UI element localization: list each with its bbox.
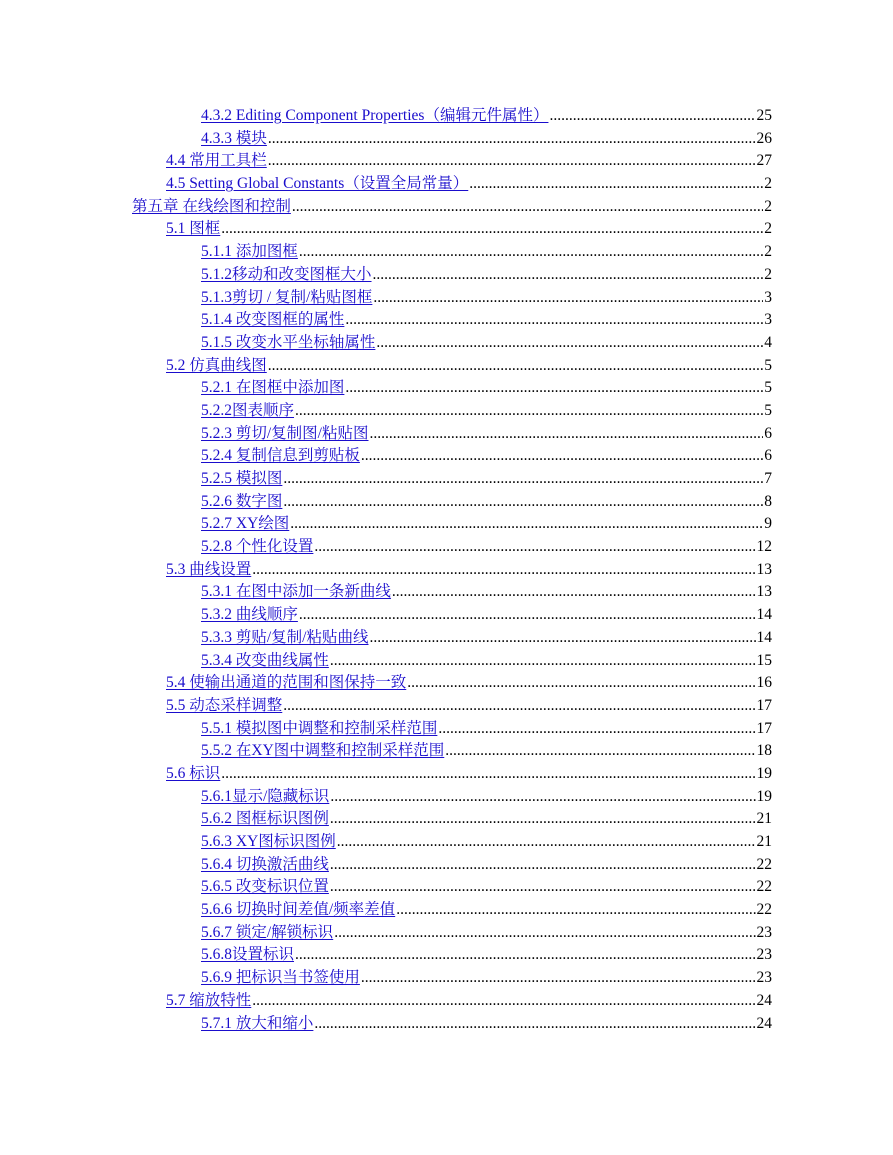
dot-leader bbox=[314, 536, 755, 559]
toc-entry-link[interactable]: 5.6.5 改变标识位置 bbox=[201, 878, 329, 896]
toc-entry[interactable] bbox=[0, 740, 893, 763]
toc-page-number: 25 bbox=[756, 107, 772, 124]
toc-page-number: 12 bbox=[756, 538, 772, 556]
toc-entry[interactable] bbox=[0, 128, 893, 151]
toc-entry[interactable] bbox=[0, 513, 893, 536]
toc-entry[interactable] bbox=[0, 650, 893, 673]
toc-entry[interactable] bbox=[0, 876, 893, 899]
dot-leader bbox=[299, 241, 763, 264]
toc-entry[interactable] bbox=[0, 196, 893, 219]
toc-page-number: 5 bbox=[764, 356, 772, 374]
toc-entry-link[interactable]: 5.7.1 放大和缩小 bbox=[201, 1014, 314, 1032]
toc-entry[interactable] bbox=[0, 264, 893, 287]
dot-leader bbox=[292, 196, 763, 219]
toc-page-number: 3 bbox=[764, 288, 772, 306]
toc-entry[interactable] bbox=[0, 718, 893, 741]
toc-entry-link[interactable]: 5.1.3剪切 / 复制/粘贴图框 bbox=[201, 288, 373, 306]
toc-entry-link[interactable]: 4.3.3 模块 bbox=[201, 129, 267, 147]
toc-entry-link[interactable]: 5.6.4 切换激活曲线 bbox=[201, 855, 329, 873]
dot-leader bbox=[252, 990, 755, 1013]
toc-entry-link[interactable]: 5.1.4 改变图框的属性 bbox=[201, 311, 345, 329]
toc-entry-link[interactable]: 5.3.4 改变曲线属性 bbox=[201, 651, 329, 669]
dot-leader bbox=[361, 445, 763, 468]
toc-entry[interactable] bbox=[0, 241, 893, 264]
toc-entry[interactable] bbox=[0, 445, 893, 468]
dot-leader bbox=[283, 491, 763, 514]
dot-leader bbox=[330, 854, 756, 877]
dot-leader bbox=[361, 967, 756, 990]
toc-entry[interactable] bbox=[0, 672, 893, 695]
dot-leader bbox=[330, 650, 756, 673]
toc-entry-link[interactable]: 4.3.2 Editing Component Properties（编辑元件属性） bbox=[201, 107, 549, 124]
toc-page-number: 22 bbox=[756, 855, 772, 873]
toc-entry[interactable] bbox=[0, 967, 893, 990]
toc-page-number: 24 bbox=[756, 991, 772, 1009]
toc-page-number: 21 bbox=[756, 810, 772, 828]
dot-leader bbox=[268, 128, 756, 151]
toc-page-number: 14 bbox=[756, 628, 772, 646]
toc-entry-link[interactable]: 4.4 常用工具栏 bbox=[166, 152, 267, 170]
toc-entry-link[interactable]: 5.2.4 复制信息到剪贴板 bbox=[201, 447, 360, 465]
toc-entry-link[interactable]: 5.5 动态采样调整 bbox=[166, 696, 283, 714]
dot-leader bbox=[221, 763, 755, 786]
toc-page-number: 23 bbox=[756, 923, 772, 941]
toc-entry[interactable] bbox=[0, 559, 893, 582]
toc-page-number: 15 bbox=[756, 651, 772, 669]
toc-page-number: 13 bbox=[756, 560, 772, 578]
toc-entry-link[interactable]: 5.2.8 个性化设置 bbox=[201, 538, 314, 556]
toc-entry-link[interactable]: 5.5.1 模拟图中调整和控制采样范围 bbox=[201, 719, 438, 737]
dot-leader bbox=[392, 581, 756, 604]
toc-entry-link[interactable]: 5.3.2 曲线顺序 bbox=[201, 606, 298, 624]
toc-entry[interactable] bbox=[0, 150, 893, 173]
dot-leader bbox=[290, 513, 763, 536]
dot-leader bbox=[469, 173, 763, 196]
dot-leader bbox=[438, 718, 755, 741]
toc-entry-link[interactable]: 5.1.1 添加图框 bbox=[201, 243, 298, 261]
toc-entry[interactable] bbox=[0, 854, 893, 877]
dot-leader bbox=[283, 468, 763, 491]
toc-page-number: 4 bbox=[764, 333, 772, 351]
toc-page-number: 26 bbox=[756, 129, 772, 147]
toc-entry-link[interactable]: 5.3 曲线设置 bbox=[166, 560, 252, 578]
toc-entry-link[interactable]: 5.1 图框 bbox=[166, 220, 221, 238]
toc-entry-link[interactable]: 5.6.3 XY图标识图例 bbox=[201, 833, 336, 850]
dot-leader bbox=[330, 786, 755, 809]
toc-page-number: 23 bbox=[756, 969, 772, 987]
toc-page-number: 13 bbox=[756, 583, 772, 601]
toc-entry-link[interactable]: 5.1.5 改变水平坐标轴属性 bbox=[201, 333, 376, 351]
toc-page-number: 24 bbox=[756, 1014, 772, 1032]
toc-page-number: 22 bbox=[756, 878, 772, 896]
toc-entry-link[interactable]: 5.3.1 在图中添加一条新曲线 bbox=[201, 583, 391, 601]
toc-entry-link[interactable]: 5.2.6 数字图 bbox=[201, 492, 283, 510]
toc-entry[interactable] bbox=[0, 604, 893, 627]
toc-page-number: 2 bbox=[764, 197, 772, 215]
toc-entry[interactable] bbox=[0, 332, 893, 355]
toc-page-number: 6 bbox=[764, 424, 772, 442]
dot-leader bbox=[445, 740, 755, 763]
dot-leader bbox=[268, 150, 756, 173]
toc-entry[interactable] bbox=[0, 173, 893, 196]
table-of-contents bbox=[0, 105, 893, 1035]
toc-page-number: 18 bbox=[756, 742, 772, 760]
toc-entry[interactable] bbox=[0, 491, 893, 514]
dot-leader bbox=[252, 559, 755, 582]
toc-page-number: 2 bbox=[764, 265, 772, 283]
toc-entry[interactable] bbox=[0, 627, 893, 650]
toc-entry[interactable] bbox=[0, 831, 893, 854]
toc-page-number: 5 bbox=[764, 379, 772, 397]
toc-page-number: 22 bbox=[756, 901, 772, 919]
toc-page-number: 23 bbox=[756, 946, 772, 964]
toc-entry[interactable] bbox=[0, 423, 893, 446]
toc-entry[interactable] bbox=[0, 695, 893, 718]
dot-leader bbox=[330, 876, 756, 899]
toc-entry-link[interactable]: 第五章 在线绘图和控制 bbox=[132, 197, 291, 215]
toc-entry-link[interactable]: 4.5 Setting Global Constants（设置全局常量） bbox=[166, 175, 469, 193]
toc-entry-link[interactable]: 5.3.3 剪贴/复制/粘贴曲线 bbox=[201, 628, 369, 646]
dot-leader bbox=[345, 309, 763, 332]
toc-entry-link[interactable]: 5.6.7 锁定/解锁标识 bbox=[201, 923, 334, 941]
toc-entry-link[interactable]: 5.6 标识 bbox=[166, 764, 221, 782]
toc-page-number: 6 bbox=[764, 447, 772, 465]
toc-entry[interactable] bbox=[0, 218, 893, 241]
dot-leader bbox=[549, 105, 755, 128]
toc-entry[interactable] bbox=[0, 400, 893, 423]
toc-entry[interactable] bbox=[0, 899, 893, 922]
dot-leader bbox=[314, 1013, 755, 1036]
toc-entry[interactable] bbox=[0, 786, 893, 809]
toc-page-number: 21 bbox=[756, 833, 772, 850]
dot-leader bbox=[373, 287, 763, 310]
dot-leader bbox=[330, 808, 756, 831]
toc-entry-link[interactable]: 5.2 仿真曲线图 bbox=[166, 356, 267, 374]
dot-leader bbox=[376, 332, 763, 355]
toc-page-number: 27 bbox=[756, 152, 772, 170]
dot-leader bbox=[396, 899, 755, 922]
dot-leader bbox=[407, 672, 755, 695]
toc-entry[interactable] bbox=[0, 468, 893, 491]
toc-entry[interactable] bbox=[0, 808, 893, 831]
toc-page-number: 5 bbox=[764, 401, 772, 419]
toc-entry-link[interactable]: 5.5.2 在XY图中调整和控制采样范围 bbox=[201, 742, 445, 760]
toc-entry-link[interactable]: 5.2.1 在图框中添加图 bbox=[201, 379, 345, 397]
toc-entry[interactable] bbox=[0, 990, 893, 1013]
toc-entry[interactable] bbox=[0, 355, 893, 378]
dot-leader bbox=[221, 218, 763, 241]
toc-entry[interactable] bbox=[0, 763, 893, 786]
dot-leader bbox=[373, 264, 764, 287]
toc-page-number: 9 bbox=[764, 515, 772, 533]
toc-entry[interactable] bbox=[0, 922, 893, 945]
toc-entry[interactable] bbox=[0, 287, 893, 310]
toc-entry-link[interactable]: 5.1.2移动和改变图框大小 bbox=[201, 265, 372, 283]
dot-leader bbox=[370, 627, 756, 650]
toc-entry[interactable] bbox=[0, 536, 893, 559]
dot-leader bbox=[295, 400, 763, 423]
toc-entry-link[interactable]: 5.2.3 剪切/复制图/粘贴图 bbox=[201, 424, 369, 442]
toc-entry-link[interactable]: 5.7 缩放特性 bbox=[166, 991, 252, 1009]
toc-entry[interactable] bbox=[0, 309, 893, 332]
dot-leader bbox=[370, 423, 764, 446]
toc-page-number: 7 bbox=[764, 470, 772, 487]
toc-page-number: 14 bbox=[756, 606, 772, 624]
toc-entry-link[interactable]: 5.6.6 切换时间差值/频率差值 bbox=[201, 901, 396, 919]
toc-page-number: 17 bbox=[756, 696, 772, 714]
toc-entry-link[interactable]: 5.2.2图表顺序 bbox=[201, 401, 295, 419]
toc-page-number: 19 bbox=[756, 787, 772, 805]
toc-page-number: 17 bbox=[756, 719, 772, 737]
toc-entry-link[interactable]: 5.2.5 模拟图 bbox=[201, 470, 283, 487]
toc-page-number: 2 bbox=[764, 220, 772, 238]
dot-leader bbox=[337, 831, 756, 854]
toc-entry[interactable] bbox=[0, 1013, 893, 1036]
dot-leader bbox=[283, 695, 755, 718]
toc-entry-link[interactable]: 5.6.9 把标识当书签使用 bbox=[201, 969, 360, 987]
toc-entry-link[interactable]: 5.6.1显示/隐藏标识 bbox=[201, 787, 330, 805]
toc-entry-link[interactable]: 5.4 使输出通道的范围和图保持一致 bbox=[166, 674, 407, 692]
toc-page-number: 16 bbox=[756, 674, 772, 692]
toc-entry[interactable] bbox=[0, 377, 893, 400]
dot-leader bbox=[268, 355, 763, 378]
toc-page-number: 3 bbox=[764, 311, 772, 329]
toc-entry[interactable] bbox=[0, 944, 893, 967]
toc-page-number: 8 bbox=[764, 492, 772, 510]
toc-entry-link[interactable]: 5.6.2 图框标识图例 bbox=[201, 810, 329, 828]
toc-entry[interactable] bbox=[0, 105, 893, 128]
dot-leader bbox=[295, 944, 755, 967]
dot-leader bbox=[345, 377, 763, 400]
toc-page-number: 2 bbox=[764, 243, 772, 261]
toc-entry-link[interactable]: 5.6.8设置标识 bbox=[201, 946, 295, 964]
toc-page-number: 2 bbox=[764, 175, 772, 193]
toc-page-number: 19 bbox=[756, 764, 772, 782]
toc-entry-link[interactable]: 5.2.7 XY绘图 bbox=[201, 515, 290, 533]
dot-leader bbox=[334, 922, 755, 945]
dot-leader bbox=[299, 604, 756, 627]
toc-entry[interactable] bbox=[0, 581, 893, 604]
